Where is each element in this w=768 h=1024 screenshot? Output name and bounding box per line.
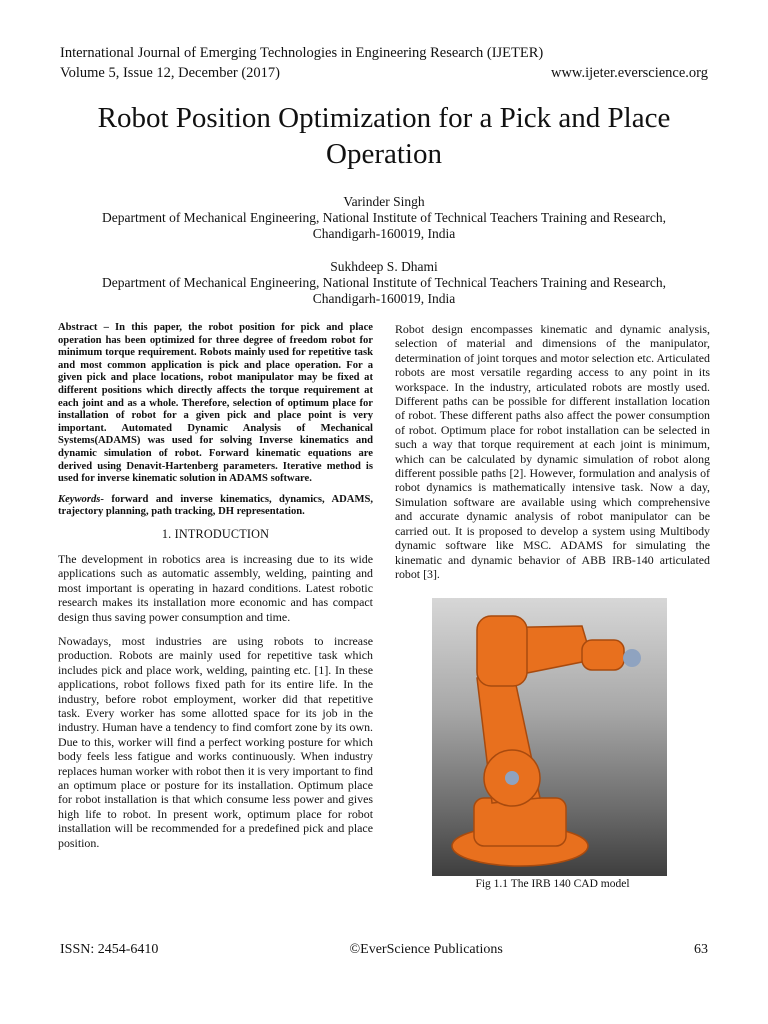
issn: ISSN: 2454-6410 (60, 942, 159, 957)
journal-website[interactable]: www.ijeter.everscience.org (550, 65, 708, 81)
author-affiliation: Department of Mechanical Engineering, National Institute of Technical Teachers Training and Research, (101, 210, 667, 225)
robot-arm-illustration (432, 598, 667, 876)
author-name: Sukhdeep S. Dhami (330, 259, 438, 274)
keywords-label: Keywords (58, 493, 101, 505)
figure-caption: Fig 1.1 The IRB 140 CAD model (475, 878, 630, 890)
publisher: ©EverScience Publications (349, 942, 503, 957)
author-affiliation: Department of Mechanical Engineering, National Institute of Technical Teachers Training and Research, (101, 275, 667, 290)
keywords (58, 494, 373, 519)
robot-base-joint (505, 771, 519, 785)
left-column (58, 322, 373, 860)
body-paragraph: Nowadays, most industries are using robots to increase production. Robots are mainly used for repetitive task which includes pick and place work, welding, painting etc. [1]. In these applications, robot follows fixed path for its entire life. In the industry, before robot employment, worker did that repetitive task. Every worker has some allotted space for its job in the industry. Human have a tendency to find comfort zone by its own. Due to this, worker will find a perfect working posture for which body feels less fatigue and works continuously. When industry replaces human worker with robot then it is very important to find an optimum place or posture for its installation. Optimum place for robot installation is that which consume less power and gives high life to robot. In present work, optimum place for robot installation will be recommended for a predefined pick and place position. (58, 633, 373, 850)
robot-figure (432, 598, 667, 876)
author-name: Varinder Singh (343, 194, 425, 209)
volume-issue: Volume 5, Issue 12, December (2017) (60, 65, 280, 81)
abstract: Abstract – In this paper, the robot position for pick and place operation has been optimized for three degree of freedom robot for minimum torque requirement. Robots mainly used for repetitive task and most common application is pick and place operation. For a given pick and place locations, robot manipulator may be fixed at different positions which directly affects the torque requirement at each joint and as a whole. Therefore, selection of optimum place for installation of robot for a given pick and place point is very important. Automated Dynamic Analysis of Mechanical Systems(ADAMS) was used for solving Inverse kinematics and dynamic simulation of robot. Forward kinematic equations are derived using Denavit-Hartenberg parameters. Iterative method is used for inverse kinematic solution in ADAMS software. (58, 322, 373, 485)
robot-tool-flange (623, 649, 641, 667)
author-block-1 (60, 194, 708, 242)
page-footer (60, 942, 708, 958)
robot-elbow (477, 616, 527, 686)
author-affiliation-city: Chandigarh-160019, India (312, 291, 456, 306)
right-column (395, 322, 710, 581)
page-number: 63 (693, 942, 708, 957)
journal-meta (60, 65, 708, 82)
body-paragraph: Robot design encompasses kinematic and dynamic analysis, selection of material and dimensions of the manipulator, determination of joint torques and motor selection etc. Articulated robots are most versatile regarding access to any point in its workspace. In the industry, articulated robots are mostly used. Different paths can be possible for different installation location of robot. These different paths also affect the power consumption of robot. Optimum place for robot installation can be selected in such a way that torque requirement at each joint is minimum, which can be calculated by dynamic simulation of robot along different possible paths [2]. However, formulation and analysis of robot dynamics is mathematically intensive task. Now a day, Simulation software are available using which comprehensive and accurate dynamic analysis of robot manipulator can be carried out. It is proposed to develop a system using Multibody dynamic software like MSC. ADAMS for simulating the kinematic and dynamic behavior of ABB IRB-140 articulated robot [3]. (395, 322, 710, 581)
keywords-text: - forward and inverse kinematics, dynamics, ADAMS, trajectory planning, path tracking, DH representation. (58, 493, 373, 518)
body-paragraph: The development in robotics area is increasing due to its wide applications such as automatic assembly, welding, painting and most important is operating in hazard conditions. Latest robotic research makes its installation more economic and has compact design thus saving power consumption and time. (58, 551, 373, 624)
paper-title: Robot Position Optimization for a Pick and Place Operation (97, 102, 671, 170)
section-heading-introduction: 1. INTRODUCTION (161, 526, 270, 541)
robot-wrist (582, 640, 624, 670)
author-block-2 (60, 259, 708, 307)
journal-name: International Journal of Emerging Technologies in Engineering Research (IJETER) (60, 45, 544, 61)
author-affiliation-city: Chandigarh-160019, India (312, 226, 456, 241)
